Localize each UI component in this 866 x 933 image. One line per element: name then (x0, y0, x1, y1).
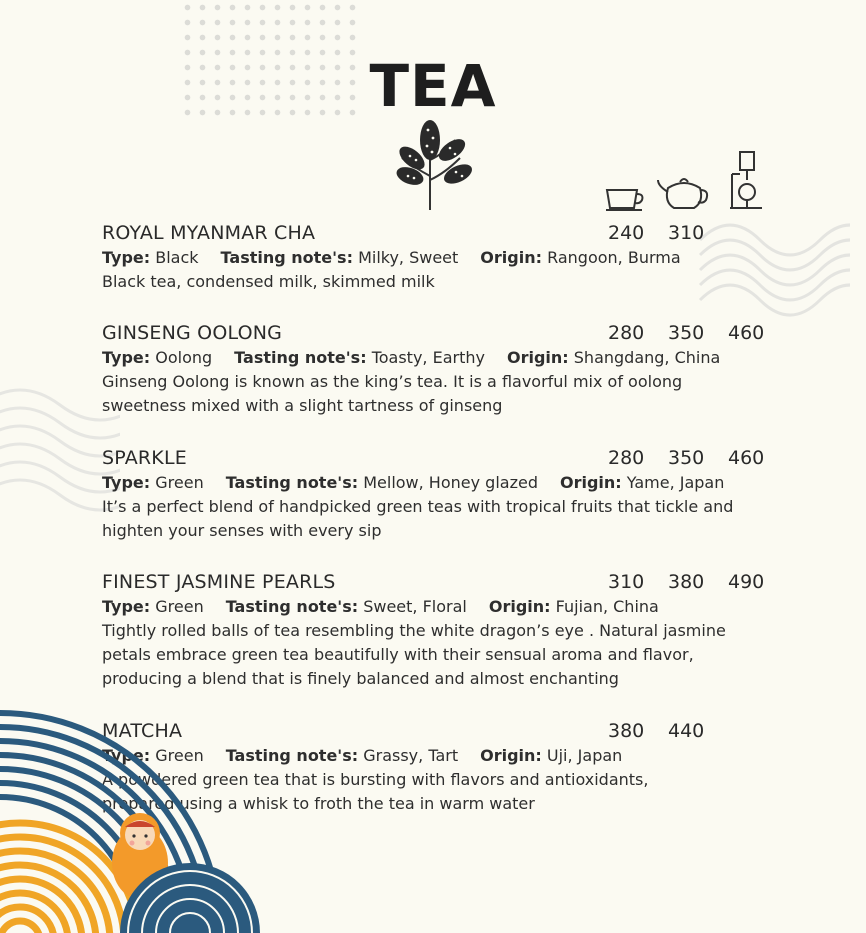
menu-item (102, 220, 782, 294)
item-meta (102, 471, 782, 495)
item-name: FINEST JASMINE PEARLS (102, 571, 336, 593)
item-name: GINSENG OOLONG (102, 322, 283, 344)
price-cup: 240 (608, 222, 645, 244)
item-meta (102, 595, 782, 619)
price-cup: 280 (608, 322, 645, 344)
item-name: SPARKLE (102, 447, 187, 469)
decorative-art (0, 703, 280, 933)
origin-value: Shangdang, China (573, 348, 721, 367)
tasting-value: Sweet, Floral (363, 597, 467, 616)
tasting-label: Tasting note's: (225, 746, 359, 765)
type-label: Type: (102, 746, 151, 765)
type-label: Type: (102, 597, 151, 616)
tasting-label: Tasting note's: (234, 348, 367, 367)
origin-value: Rangoon, Burma (547, 248, 681, 267)
price-cup: 280 (608, 447, 645, 469)
tasting-label: Tasting note's: (225, 597, 359, 616)
tasting-value: Mellow, Honey glazed (363, 473, 538, 492)
tasting-value: Milky, Sweet (358, 248, 459, 267)
item-description: A powdered green tea that is bursting with flavors and antioxidants, (102, 770, 649, 789)
type-label: Type: (102, 248, 151, 267)
price-pot: 380 (668, 571, 705, 593)
item-description: Ginseng Oolong is known as the king’s tea. It is a flavorful mix of oolong (102, 372, 683, 391)
siphon-icon (728, 150, 766, 212)
price-pot: 310 (668, 222, 705, 244)
item-description: petals embrace green tea beautifully with their sensual aroma and flavor, (102, 645, 694, 664)
price-cup: 310 (608, 571, 645, 593)
type-label: Type: (102, 348, 151, 367)
teapot-icon (656, 172, 712, 212)
item-description: highten your senses with every sip (102, 521, 382, 540)
type-label: Type: (102, 473, 151, 492)
price-cup: 380 (608, 720, 645, 742)
type-value: Black (155, 248, 199, 267)
tea-leaf-icon (390, 118, 480, 213)
origin-value: Yame, Japan (626, 473, 725, 492)
price-siphon: 460 (728, 447, 765, 469)
type-value: Oolong (155, 348, 213, 367)
origin-label: Origin: (480, 248, 542, 267)
item-description: Black tea, condensed milk, skimmed milk (102, 272, 435, 291)
item-meta (102, 246, 782, 270)
item-name: ROYAL MYANMAR CHA (102, 222, 316, 244)
type-value: Green (155, 746, 204, 765)
origin-value: Uji, Japan (546, 746, 623, 765)
price-siphon: 490 (728, 571, 765, 593)
origin-label: Origin: (488, 597, 551, 616)
origin-label: Origin: (480, 746, 542, 765)
item-description: prepared using a whisk to froth the tea in warm water (102, 794, 535, 813)
item-description: sweetness mixed with a slight tartness of ginseng (102, 396, 503, 415)
type-value: Green (155, 597, 204, 616)
price-pot: 440 (668, 720, 705, 742)
tasting-label: Tasting note's: (220, 248, 353, 267)
page-title: TEA (369, 52, 497, 120)
item-description: Tightly rolled balls of tea resembling the white dragon’s eye . Natural jasmine (102, 621, 726, 640)
cup-icon (604, 184, 646, 212)
tasting-label: Tasting note's: (225, 473, 359, 492)
menu-item (102, 320, 782, 418)
origin-value: Fujian, China (555, 597, 659, 616)
item-description: It’s a perfect blend of handpicked green teas with tropical fruits that tickle and (102, 497, 734, 516)
item-name: MATCHA (102, 720, 183, 742)
tasting-value: Grassy, Tart (363, 746, 459, 765)
price-pot: 350 (668, 447, 705, 469)
type-value: Green (155, 473, 204, 492)
tasting-value: Toasty, Earthy (371, 348, 485, 367)
origin-label: Origin: (559, 473, 622, 492)
item-meta (102, 346, 782, 370)
origin-label: Origin: (506, 348, 569, 367)
menu-item (102, 445, 782, 543)
menu-item (102, 569, 782, 691)
price-siphon: 460 (728, 322, 765, 344)
price-pot: 350 (668, 322, 705, 344)
item-description: producing a blend that is finely balanced and almost enchanting (102, 669, 619, 688)
